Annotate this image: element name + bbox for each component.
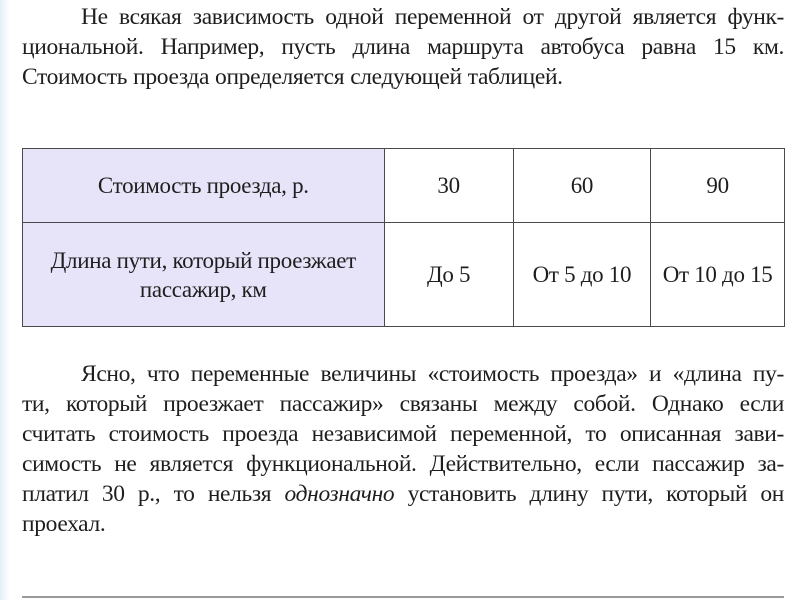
explanation-line-5-end: установить длину пути, который он [394,481,784,507]
intro-paragraph [22,2,784,92]
distance-row-header [23,223,385,327]
fare-cell-3: 90 [651,149,785,223]
distance-row [23,223,785,327]
next-line-cutoff [22,590,784,600]
fare-cell-2: 60 [513,149,651,223]
explanation-line-4: симость не является функциональной. Действительно, если пассажир за- [22,451,784,477]
distance-cell-2: От 5 до 10 [513,223,651,327]
distance-header-line-1: Длина пути, который проезжает [50,247,356,273]
explanation-line-2: ти, который проезжает пассажир» связаны между собой. Однако если [22,391,784,417]
fare-table [22,148,785,327]
intro-line-3: Стоимость проезда определяется следующей таблицей. [22,64,563,90]
left-margin-band [0,0,10,600]
distance-cell-1: До 5 [384,223,513,327]
explanation-line-5 [22,479,784,509]
fare-row-header: Стоимость проезда, р. [23,149,385,223]
emphasis-word: однозначно [284,481,395,507]
explanation-line-6: проехал. [22,511,106,537]
fare-cell-1: 30 [384,149,513,223]
distance-header-line-2: пассажир, км [139,276,267,302]
intro-line-1: Не всякая зависимость одной переменной от другой является функ- [81,4,784,30]
explanation-line-1: Ясно, что переменные величины «стоимость проезда» и «длина пу- [81,361,784,387]
distance-cell-3: От 10 до 15 [651,223,785,327]
explanation-paragraph [22,359,784,539]
intro-line-2: циональной. Например, пусть длина маршрута автобуса равна 15 км. [22,34,784,60]
fare-row [23,149,785,223]
explanation-line-5-start: платил 30 р., то нельзя [22,481,285,507]
explanation-line-3: считать стоимость проезда независимой переменной, то описанная зави- [22,421,784,447]
